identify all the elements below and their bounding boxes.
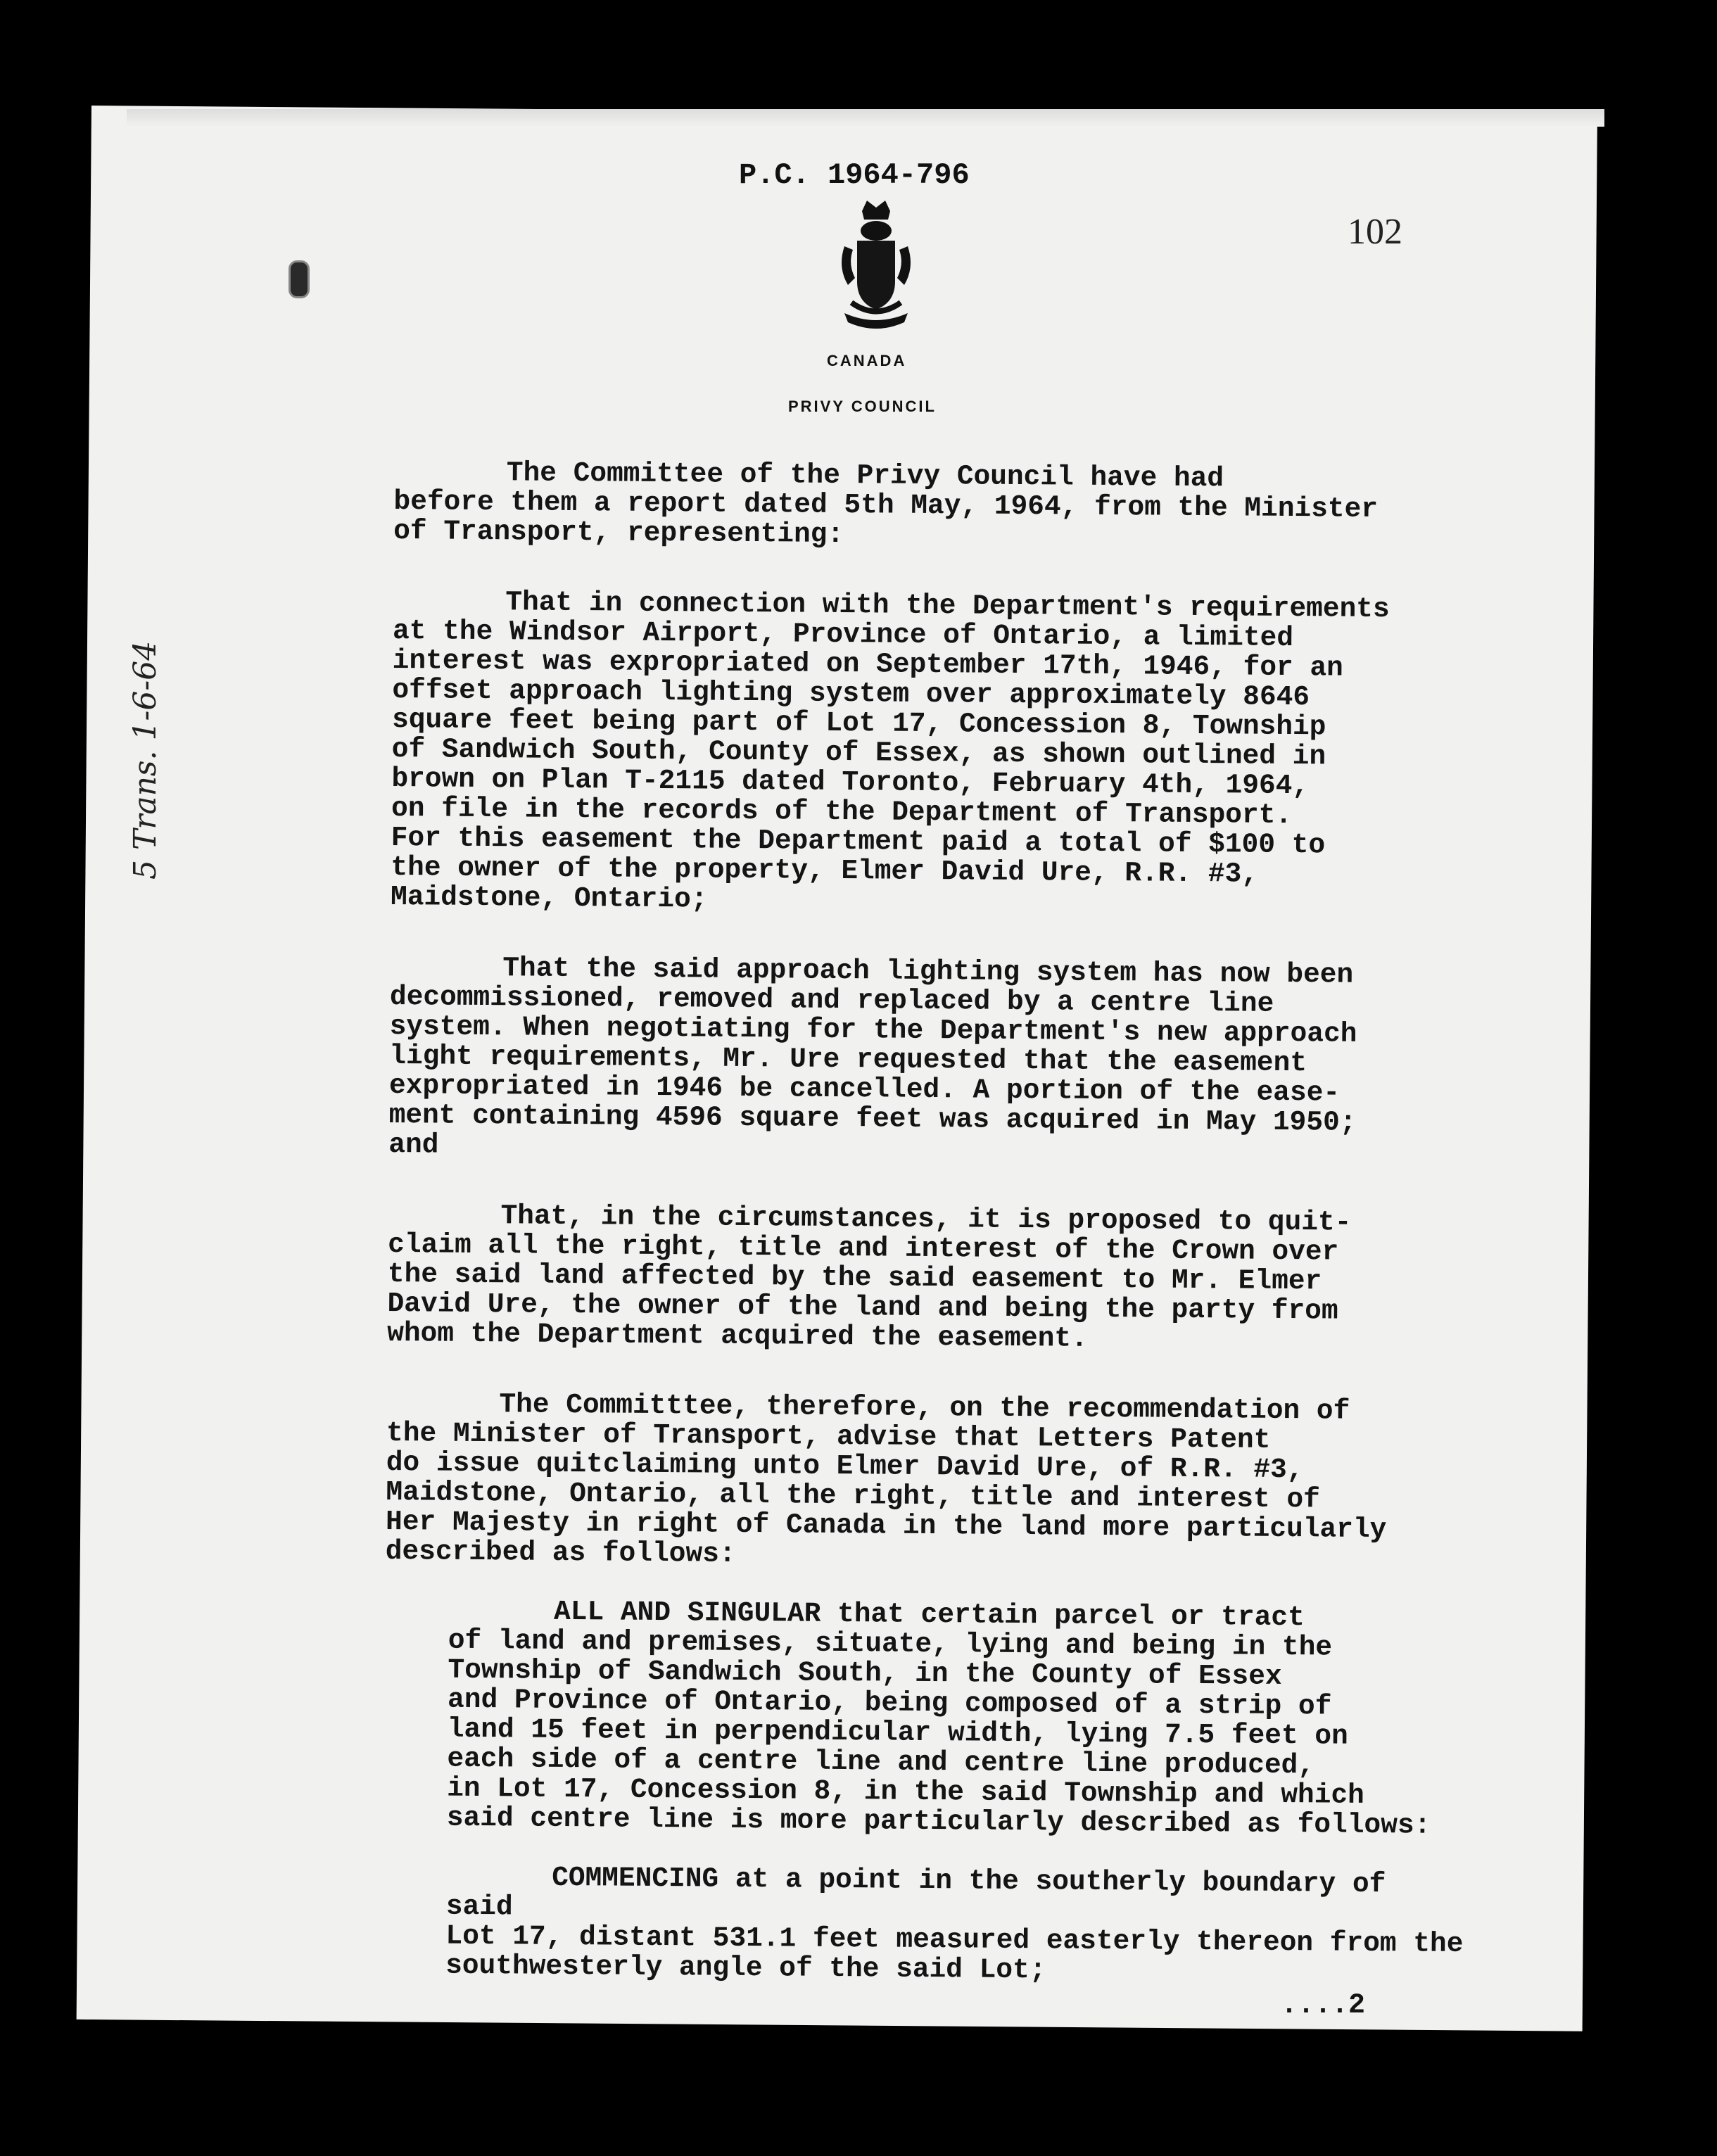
paragraph-intro: The Committee of the Privy Council have had before them a report dated 5th May, 1964, from the Minister of Transport, representing: [393, 457, 1379, 551]
coat-of-arms-icon [823, 197, 929, 338]
page-edge-shadow [127, 109, 1604, 127]
order-body [382, 457, 1478, 2018]
country-label: CANADA [827, 352, 907, 369]
handwritten-margin-note: 5 Trans. 1-6-64 [127, 640, 163, 880]
paragraph-expropriation: That in connection with the Department's requirements at the Windsor Airport, Province of Ontario, a limited interest was expropriated on September 17th, 1946, for an offset approach lighting system over approximately 8646 square feet being part of Lot 17, Concession 8, Township of Sandwich South, County of Essex, as shown outlined in brown on Plan T-2115 dated Toronto, February 4th, 1964, on file in the records of the Department of Transport. For this easement the Department paid a total of $100 to the owner of the property, Elmer David Ure, R.R. #3, Maidstone, Ontario; [390, 586, 1390, 915]
commencing-point: COMMENCING at a point in the southerly boundary of said Lot 17, distant 531.1 feet measured easterly thereon from the southwesterly angle of the said Lot; [445, 1861, 1464, 1986]
order-number: P.C. 1964-796 [739, 158, 970, 192]
punch-hole [289, 260, 310, 298]
page-number: 102 [1348, 212, 1402, 252]
land-description: ALL AND SINGULAR that certain parcel or tract of land and premises, situate, lying and being in the Township of Sandwich South, in the County of Essex and Province of Ontario, being composed of a strip of land 15 feet in perpendicular width, lying 7.5 feet on each side of a centre line and centre line produced, in Lot 17, Concession 8, in the said Township and which said centre line is more particularly described as follows: [446, 1595, 1431, 1841]
paragraph-decommissioned: That the said approach lighting system has now been decommissioned, removed and replaced by a centre line system. When negotiating for the Department's new approach light requirements, Mr. Ure requested that the easement expropriated in 1946 be cancelled. A portion of the ease- ment containing 4596 square feet was acquired in May 1950; and [388, 952, 1357, 1161]
paragraph-proposal: That, in the circumstances, it is proposed to quit- claim all the right, title and interest of the Crown over the said land affected by the said easement to Mr. Elmer David Ure, the owner of the land and being the party from whom the Department acquired the easement. [387, 1200, 1352, 1355]
paragraph-recommendation: The Committtee, therefore, on the recommendation of the Minister of Transport, advise that Letters Patent do issue quitclaiming unto Elmer David Ure, of R.R. #3, Maidstone, Ontario, all the right, title and interest of Her Majesty in right of Canada in the land more particularly described as follows: [385, 1388, 1387, 1570]
continued-marker: ....2 [1281, 1990, 1366, 2022]
office-label: PRIVY COUNCIL [788, 398, 937, 415]
